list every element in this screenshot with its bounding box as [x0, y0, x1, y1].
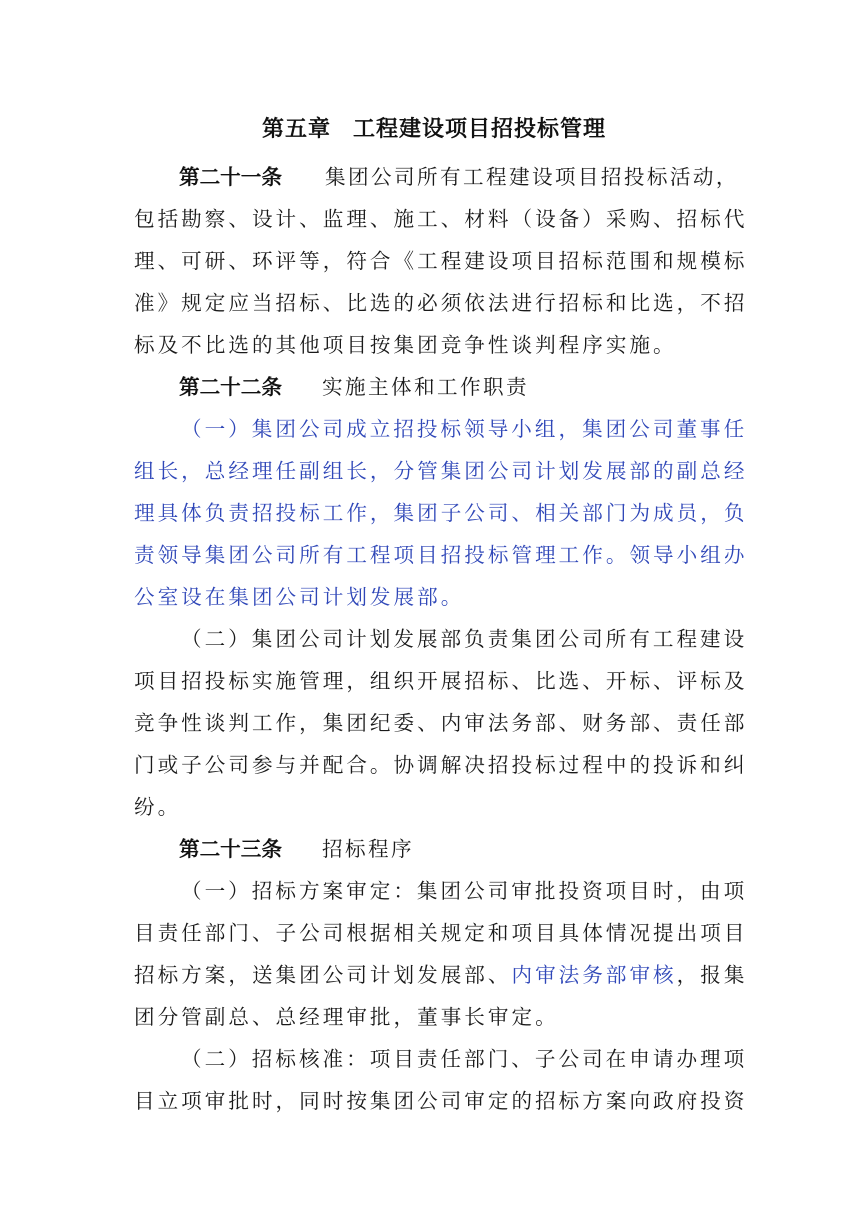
article-22-item-2-line-5 [0, 790, 868, 826]
article-22-item-2-line-1 [0, 622, 868, 658]
article-22-item-2-line-2 [0, 664, 868, 700]
paragraph-line: 纷。 [134, 795, 182, 819]
paragraph-line: 公室设在集团公司计划发展部。 [134, 585, 465, 609]
article-23-item-1-line-4 [0, 1000, 868, 1036]
paragraph-line: 项目招投标实施管理，组织开展招标、比选、开标、评标及 [134, 669, 748, 693]
article-22-label: 第二十二条 [179, 375, 282, 399]
paragraph-line: 组长，总经理任副组长，分管集团公司计划发展部的副总经 [134, 459, 748, 483]
article-23-item-1-line-2 [0, 916, 868, 952]
chapter-title: 工程建设项目招投标管理 [353, 117, 607, 142]
paragraph-line: 标及不比选的其他项目按集团竞争性谈判程序实施。 [134, 333, 677, 357]
article-21-line-4 [0, 286, 868, 322]
article-23-label: 第二十三条 [179, 837, 282, 861]
article-21-label: 第二十一条 [179, 165, 282, 189]
article-21-line-2 [0, 202, 868, 238]
article-22-header [0, 370, 868, 406]
paragraph-line: 准》规定应当招标、比选的必须依法进行招标和比选，不招 [134, 291, 748, 315]
article-22-item-1-line-3 [0, 496, 868, 532]
article-22-title: 实施主体和工作职责 [322, 375, 529, 399]
article-21-line-3 [0, 244, 868, 280]
chapter-heading [0, 112, 868, 143]
article-22-item-2-line-3 [0, 706, 868, 742]
paragraph-line: （一）集团公司成立招投标领导小组，集团公司董事任 [181, 417, 748, 441]
article-22-item-1-line-5 [0, 580, 868, 616]
article-23-item-2-line-1 [0, 1042, 868, 1078]
article-21-line-5 [0, 328, 868, 364]
article-22-item-1-line-1 [0, 412, 868, 448]
article-23-item-2-line-2 [0, 1084, 868, 1120]
paragraph-line: 目责任部门、子公司根据相关规定和项目具体情况提出项目 [134, 921, 748, 945]
paragraph-line: 竞争性谈判工作，集团纪委、内审法务部、财务部、责任部 [134, 711, 748, 735]
paragraph-line: （二）招标核准：项目责任部门、子公司在申请办理项 [181, 1047, 748, 1071]
chapter-number: 第五章 [261, 117, 331, 142]
highlighted-text: 内审法务部审核 [511, 963, 677, 987]
article-22-item-1-line-4 [0, 538, 868, 574]
line-text-a: 招标方案，送集团公司计划发展部、 [134, 963, 512, 987]
line-text-c: ，报集 [676, 963, 748, 987]
paragraph-line: 目立项审批时，同时按集团公司审定的招标方案向政府投资 [134, 1089, 748, 1113]
paragraph-line: 包括勘察、设计、监理、施工、材料（设备）采购、招标代 [134, 207, 748, 231]
paragraph-line: 团分管副总、总经理审批，董事长审定。 [134, 1005, 559, 1029]
paragraph-line-mixed [134, 958, 747, 988]
article-23-item-1-line-1 [0, 874, 868, 910]
paragraph-line: （二）集团公司计划发展部负责集团公司所有工程建设 [181, 627, 748, 651]
article-22-item-1-line-2 [0, 454, 868, 490]
paragraph-line: （一）招标方案审定：集团公司审批投资项目时，由项 [181, 879, 748, 903]
paragraph-line: 理、可研、环评等，符合《工程建设项目招标范围和规模标 [134, 249, 748, 273]
article-22-item-2-line-4 [0, 748, 868, 784]
paragraph-line: 理具体负责招投标工作，集团子公司、相关部门为成员，负 [134, 501, 748, 525]
article-21-text: 集团公司所有工程建设项目招投标活动， [325, 165, 739, 189]
article-23-header [0, 832, 868, 868]
paragraph-line: 门或子公司参与并配合。协调解决招投标过程中的投诉和纠 [134, 753, 748, 777]
paragraph-line: 责领导集团公司所有工程项目招投标管理工作。领导小组办 [134, 543, 748, 567]
article-23-item-1-line-3 [0, 958, 868, 994]
article-21-line-1 [0, 160, 868, 196]
article-23-title: 招标程序 [322, 837, 414, 861]
